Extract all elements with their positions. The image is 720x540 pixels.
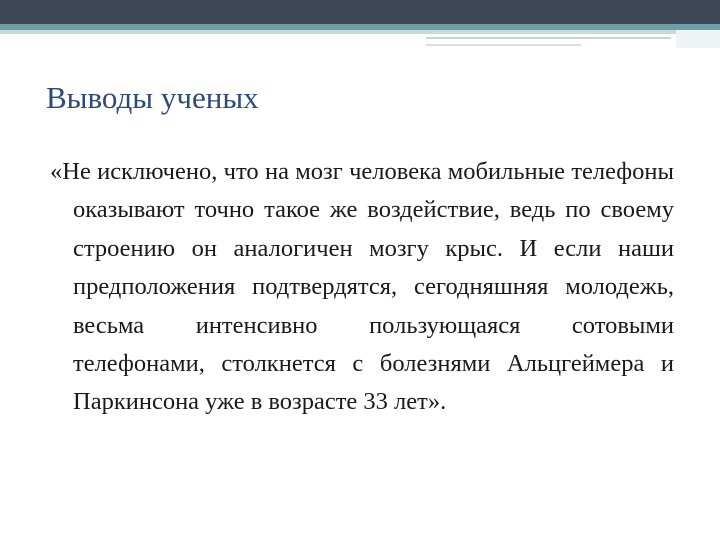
slide-body-quote: «Не исключено, что на мозг человека мобильные телефоны оказывают точно такое же воздействие, ведь по своему строению он аналогичен мозгу крыс. И если наши предположения подтвердятся, сегодняшняя молодежь, весьма интенсивно пользующаяся сотовыми телефонами, столкнется с болезнями Альцгеймера и Паркинсона уже в возрасте 33 лет». xyxy=(50,158,674,416)
decorative-line xyxy=(426,44,581,46)
header-light-stripe xyxy=(0,30,720,34)
decorative-line xyxy=(426,37,671,39)
decorative-block xyxy=(676,30,720,48)
header-band xyxy=(0,0,720,24)
slide-title: Выводы ученых xyxy=(46,80,259,115)
